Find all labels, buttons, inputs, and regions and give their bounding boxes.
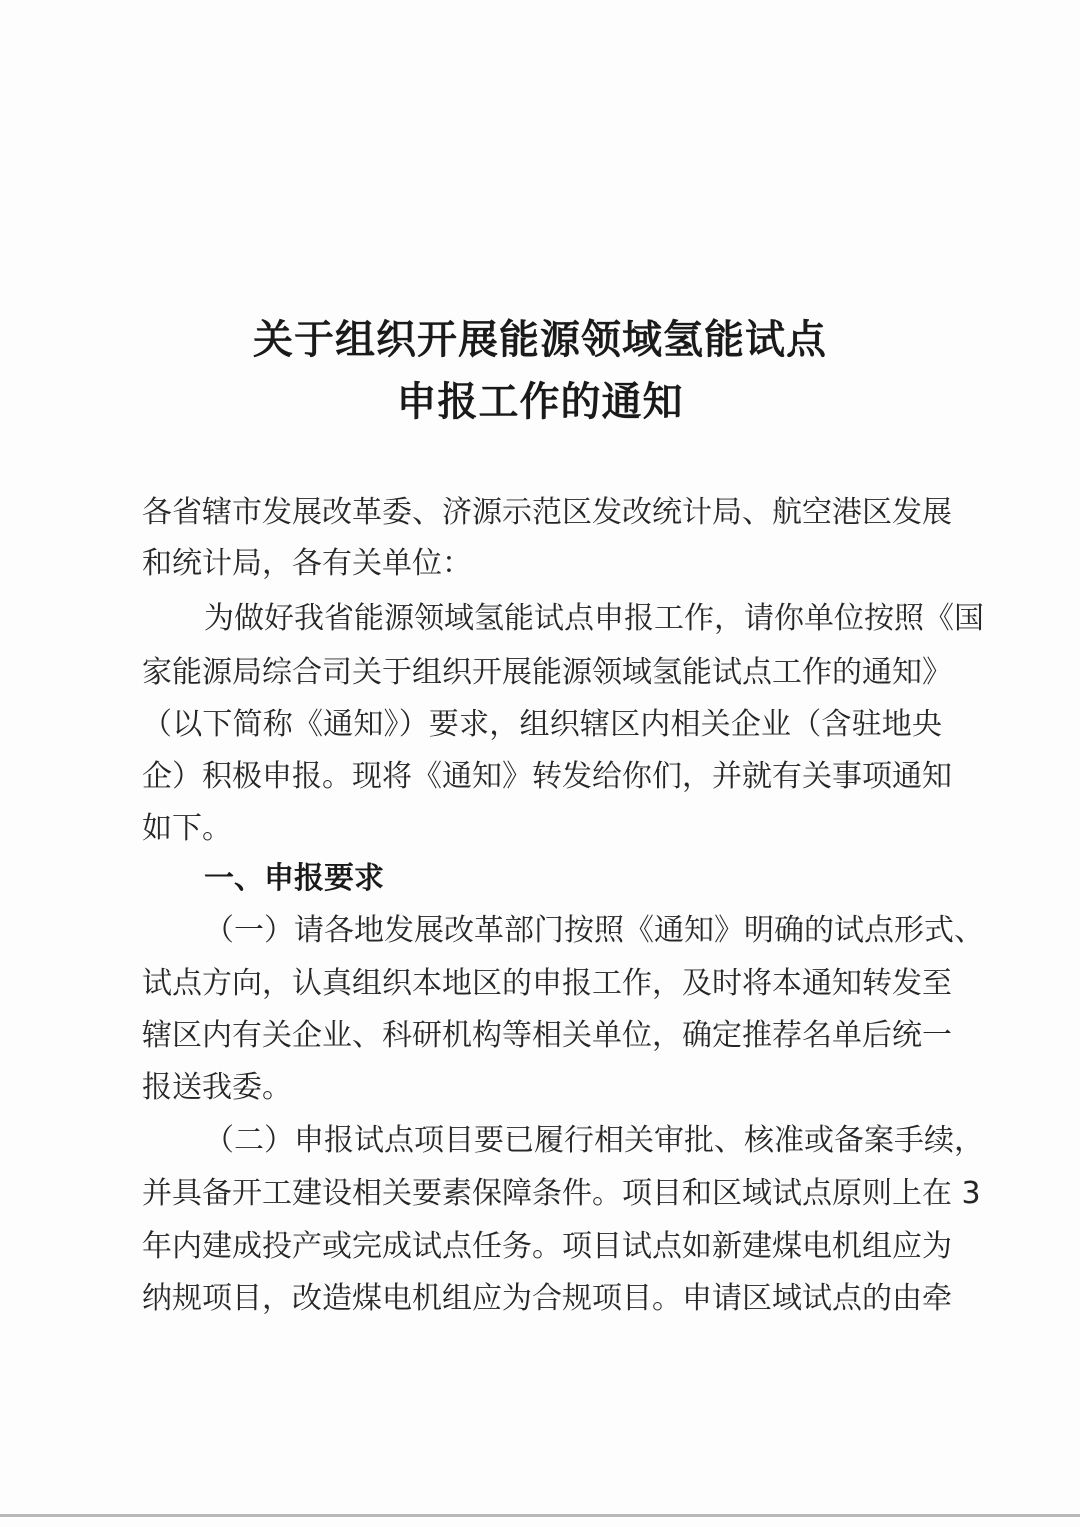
item2-line-3: 年内建成投产或完成试点任务。项目试点如新建煤电机组应为 xyxy=(142,1229,952,1264)
section-heading-requirements: 一、申报要求 xyxy=(204,861,384,896)
item2-line-4: 纳规项目，改造煤电机组应为合规项目。申请区域试点的由牵 xyxy=(142,1281,952,1316)
intro-line-4: 企）积极申报。现将《通知》转发给你们，并就有关事项通知 xyxy=(142,759,952,794)
item1-line-2: 试点方向，认真组织本地区的申报工作，及时将本通知转发至 xyxy=(142,966,952,1001)
scan-bottom-edge xyxy=(0,1514,1080,1517)
item1-line-3: 辖区内有关企业、科研机构等相关单位，确定推荐名单后统一 xyxy=(142,1018,952,1053)
intro-line-5: 如下。 xyxy=(142,811,232,846)
item1-line-1: （一）请各地发展改革部门按照《通知》明确的试点形式、 xyxy=(204,913,984,948)
intro-line-1: 为做好我省能源领域氢能试点申报工作，请你单位按照《国 xyxy=(204,601,984,636)
intro-line-3: （以下简称《通知》）要求，组织辖区内相关企业（含驻地央 xyxy=(142,707,942,742)
addressee-line-1: 各省辖市发展改革委、济源示范区发改统计局、航空港区发展 xyxy=(142,495,952,530)
document-title-line-1: 关于组织开展能源领域氢能试点 xyxy=(253,316,827,363)
item2-line-1: （二）申报试点项目要已履行相关审批、核准或备案手续， xyxy=(204,1123,984,1158)
item2-line-2: 并具备开工建设相关要素保障条件。项目和区域试点原则上在 3 xyxy=(142,1176,981,1211)
addressee-line-2: 和统计局，各有关单位： xyxy=(142,546,472,581)
item1-line-4: 报送我委。 xyxy=(142,1070,292,1105)
intro-line-2: 家能源局综合司关于组织开展能源领域氢能试点工作的通知》 xyxy=(142,655,952,690)
document-title-line-2: 申报工作的通知 xyxy=(396,378,684,425)
